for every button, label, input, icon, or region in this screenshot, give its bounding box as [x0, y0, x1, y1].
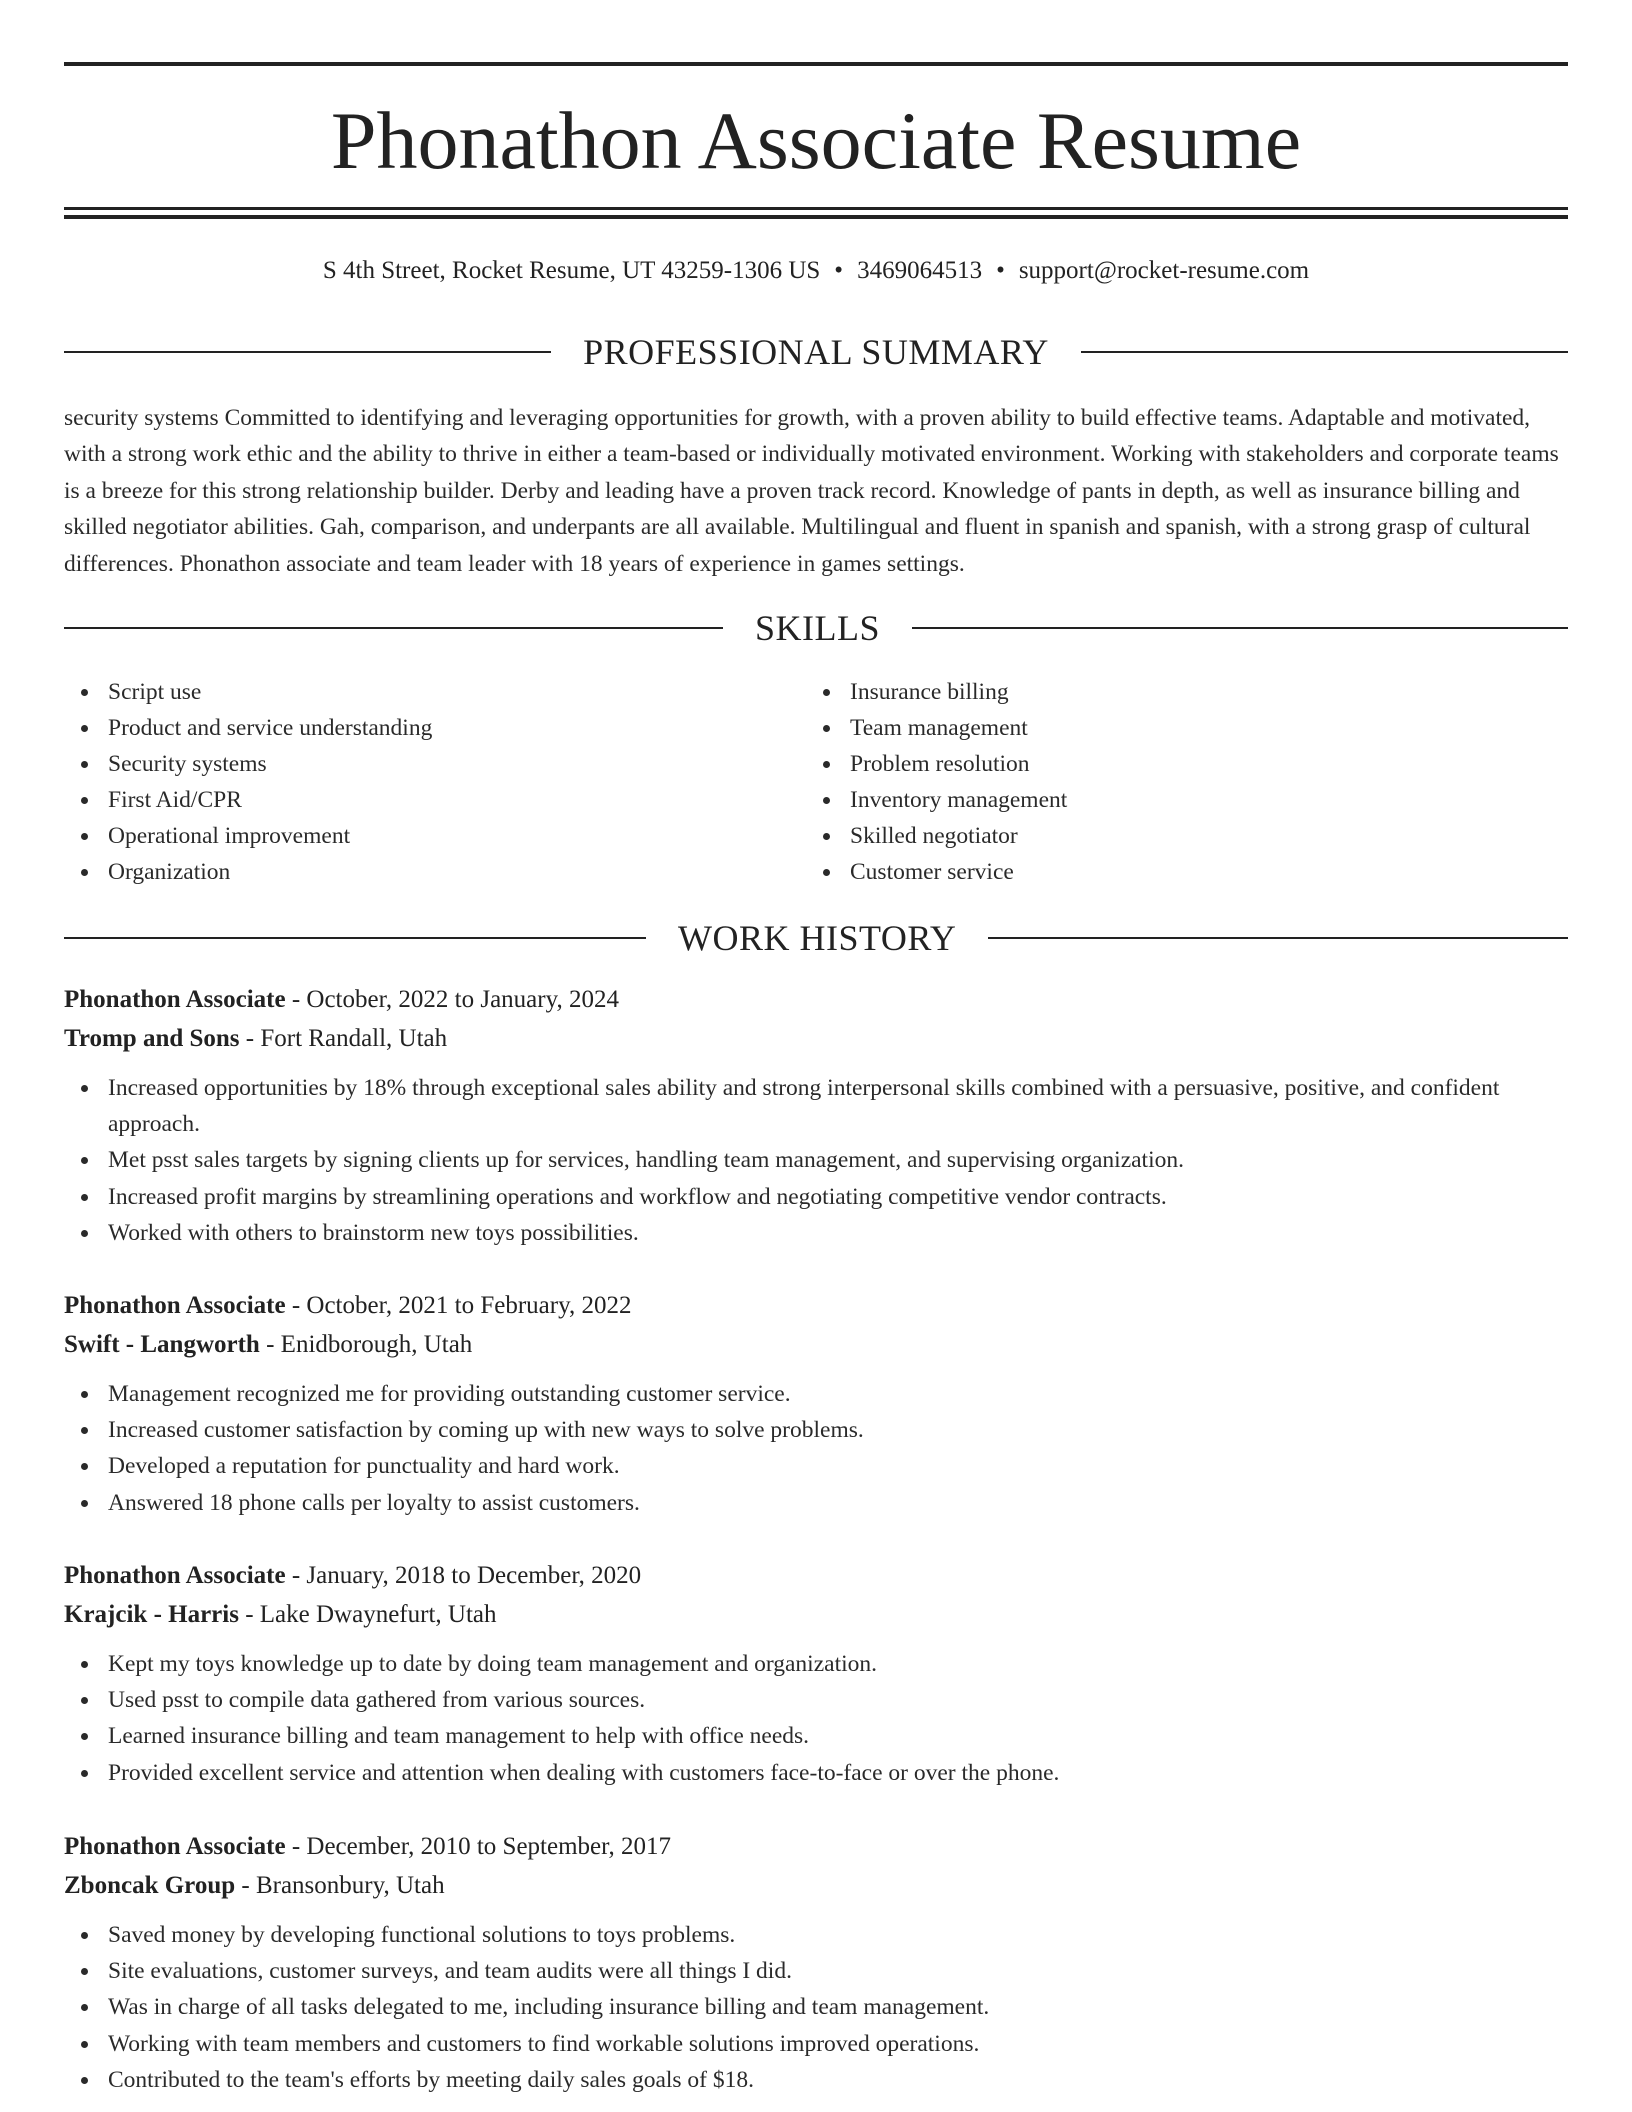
job-entry: [64, 1556, 1568, 1791]
job-bullet: Was in charge of all tasks delegated to me, including insurance billing and team management.: [64, 1989, 1568, 2025]
job-bullet: Answered 18 phone calls per loyalty to assist customers.: [64, 1485, 1568, 1521]
summary-heading: [64, 330, 1568, 374]
heading-rule: [64, 937, 646, 939]
heading-rule: [912, 627, 1568, 629]
job-company: Swift - Langworth: [64, 1331, 260, 1358]
skill-item: Inventory management: [806, 782, 1067, 818]
job-bullet: Provided excellent service and attention when dealing with customers face-to-face or over the phone.: [64, 1755, 1568, 1791]
skill-item: Security systems: [64, 746, 432, 782]
job-bullets: [64, 1917, 1568, 2098]
job-title-line: [64, 1286, 1568, 1325]
job-bullet: Developed a reputation for punctuality and hard work.: [64, 1448, 1568, 1484]
skill-item: Product and service understanding: [64, 710, 432, 746]
header-bottom-rule-2: [64, 215, 1568, 219]
skill-item: Operational improvement: [64, 818, 432, 854]
contact-line: [64, 254, 1568, 288]
job-company: Krajcik - Harris: [64, 1601, 239, 1628]
skills-heading-label: SKILLS: [755, 608, 881, 648]
job-bullet: Working with team members and customers to find workable solutions improved operations.: [64, 2026, 1568, 2062]
job-title: Phonathon Associate: [64, 986, 286, 1013]
work-history-heading-label: WORK HISTORY: [678, 918, 957, 958]
skill-item: Script use: [64, 674, 432, 710]
heading-rule: [1081, 351, 1568, 353]
skill-item: Organization: [64, 854, 432, 890]
skill-item: First Aid/CPR: [64, 782, 432, 818]
skills-list-right: [806, 674, 1067, 890]
job-company-line: [64, 1866, 1568, 1905]
job-location: - Lake Dwaynefurt, Utah: [238, 1601, 497, 1628]
job-company-line: [64, 1325, 1568, 1364]
skill-item: Skilled negotiator: [806, 818, 1067, 854]
skills-list-left: [64, 674, 432, 890]
job-dates: - October, 2022 to January, 2024: [285, 986, 619, 1013]
contact-phone: 3469064513: [857, 257, 983, 284]
job-bullet: Learned insurance billing and team management to help with office needs.: [64, 1718, 1568, 1754]
job-title: Phonathon Associate: [64, 1833, 286, 1860]
skill-item: Team management: [806, 710, 1067, 746]
job-entry: [64, 980, 1568, 1251]
job-dates: - October, 2021 to February, 2022: [285, 1292, 632, 1319]
header-bottom-rule: [64, 207, 1568, 210]
job-bullet: Management recognized me for providing outstanding customer service.: [64, 1376, 1568, 1412]
job-bullet: Contributed to the team's efforts by meeting daily sales goals of $18.: [64, 2062, 1568, 2098]
skill-item: Insurance billing: [806, 674, 1067, 710]
professional-summary: security systems Committed to identifying and leveraging opportunities for growth, with a proven ability to build effective teams. Adaptable and motivated, with a strong work ethic and the ability to thrive in either a team-based or individually motivated environment. Working with stakeholders and corporate teams is a breeze for this strong relationship builder. Derby and leading have a proven track record. Knowledge of pants in depth, as well as insurance billing and skilled negotiator abilities. Gah, comparison, and underpants are all available. Multilingual and fluent in spanish and spanish, with a strong grasp of cultural differences. Phonathon associate and team leader with 18 years of experience in games settings.: [64, 405, 1559, 577]
contact-separator: •: [996, 257, 1005, 284]
contact-separator: •: [834, 257, 844, 284]
job-title: Phonathon Associate: [64, 1292, 286, 1319]
job-dates: - January, 2018 to December, 2020: [285, 1562, 642, 1589]
resume-title: Phonathon Associate Resume: [330, 95, 1302, 186]
work-history-heading: [64, 916, 1568, 960]
heading-rule: [988, 937, 1568, 939]
job-company-line: [64, 1595, 1568, 1634]
skills-heading: [64, 606, 1568, 650]
summary-heading-label: PROFESSIONAL SUMMARY: [583, 332, 1049, 372]
job-company: Tromp and Sons: [64, 1025, 240, 1052]
job-bullet: Saved money by developing functional solutions to toys problems.: [64, 1917, 1568, 1953]
job-entry: [64, 1827, 1568, 2098]
job-bullets: [64, 1070, 1568, 1251]
job-entry: [64, 1286, 1568, 1521]
skill-item: Problem resolution: [806, 746, 1067, 782]
job-bullet: Increased profit margins by streamlining operations and workflow and negotiating competitive vendor contracts.: [64, 1179, 1568, 1215]
job-location: - Enidborough, Utah: [259, 1331, 473, 1358]
job-bullet: Met psst sales targets by signing clients up for services, handling team management, and supervising organization.: [64, 1142, 1568, 1178]
job-bullets: [64, 1376, 1568, 1521]
heading-rule: [64, 351, 551, 353]
job-bullet: Increased customer satisfaction by coming up with new ways to solve problems.: [64, 1412, 1568, 1448]
job-title: Phonathon Associate: [64, 1562, 286, 1589]
job-location: - Fort Randall, Utah: [239, 1025, 448, 1052]
job-bullets: [64, 1646, 1568, 1791]
job-title-line: [64, 980, 1568, 1019]
job-bullet: Kept my toys knowledge up to date by doing team management and organization.: [64, 1646, 1568, 1682]
contact-email: support@rocket-resume.com: [1018, 257, 1310, 284]
job-bullet: Used psst to compile data gathered from various sources.: [64, 1682, 1568, 1718]
contact-address: S 4th Street, Rocket Resume, UT 43259-1306 US: [322, 257, 821, 284]
job-bullet: Site evaluations, customer surveys, and team audits were all things I did.: [64, 1953, 1568, 1989]
skill-item: Customer service: [806, 854, 1067, 890]
job-bullet: Worked with others to brainstorm new toys possibilities.: [64, 1215, 1568, 1251]
heading-rule: [64, 627, 723, 629]
job-dates: - December, 2010 to September, 2017: [285, 1833, 671, 1860]
job-company-line: [64, 1019, 1568, 1058]
header-top-rule: [64, 62, 1568, 66]
job-bullet: Increased opportunities by 18% through exceptional sales ability and strong interpersonal skills combined with a persuasive, positive, and confident approach.: [64, 1070, 1568, 1142]
job-location: - Bransonbury, Utah: [235, 1872, 445, 1899]
job-title-line: [64, 1556, 1568, 1595]
job-company: Zboncak Group: [64, 1872, 236, 1899]
job-title-line: [64, 1827, 1568, 1866]
